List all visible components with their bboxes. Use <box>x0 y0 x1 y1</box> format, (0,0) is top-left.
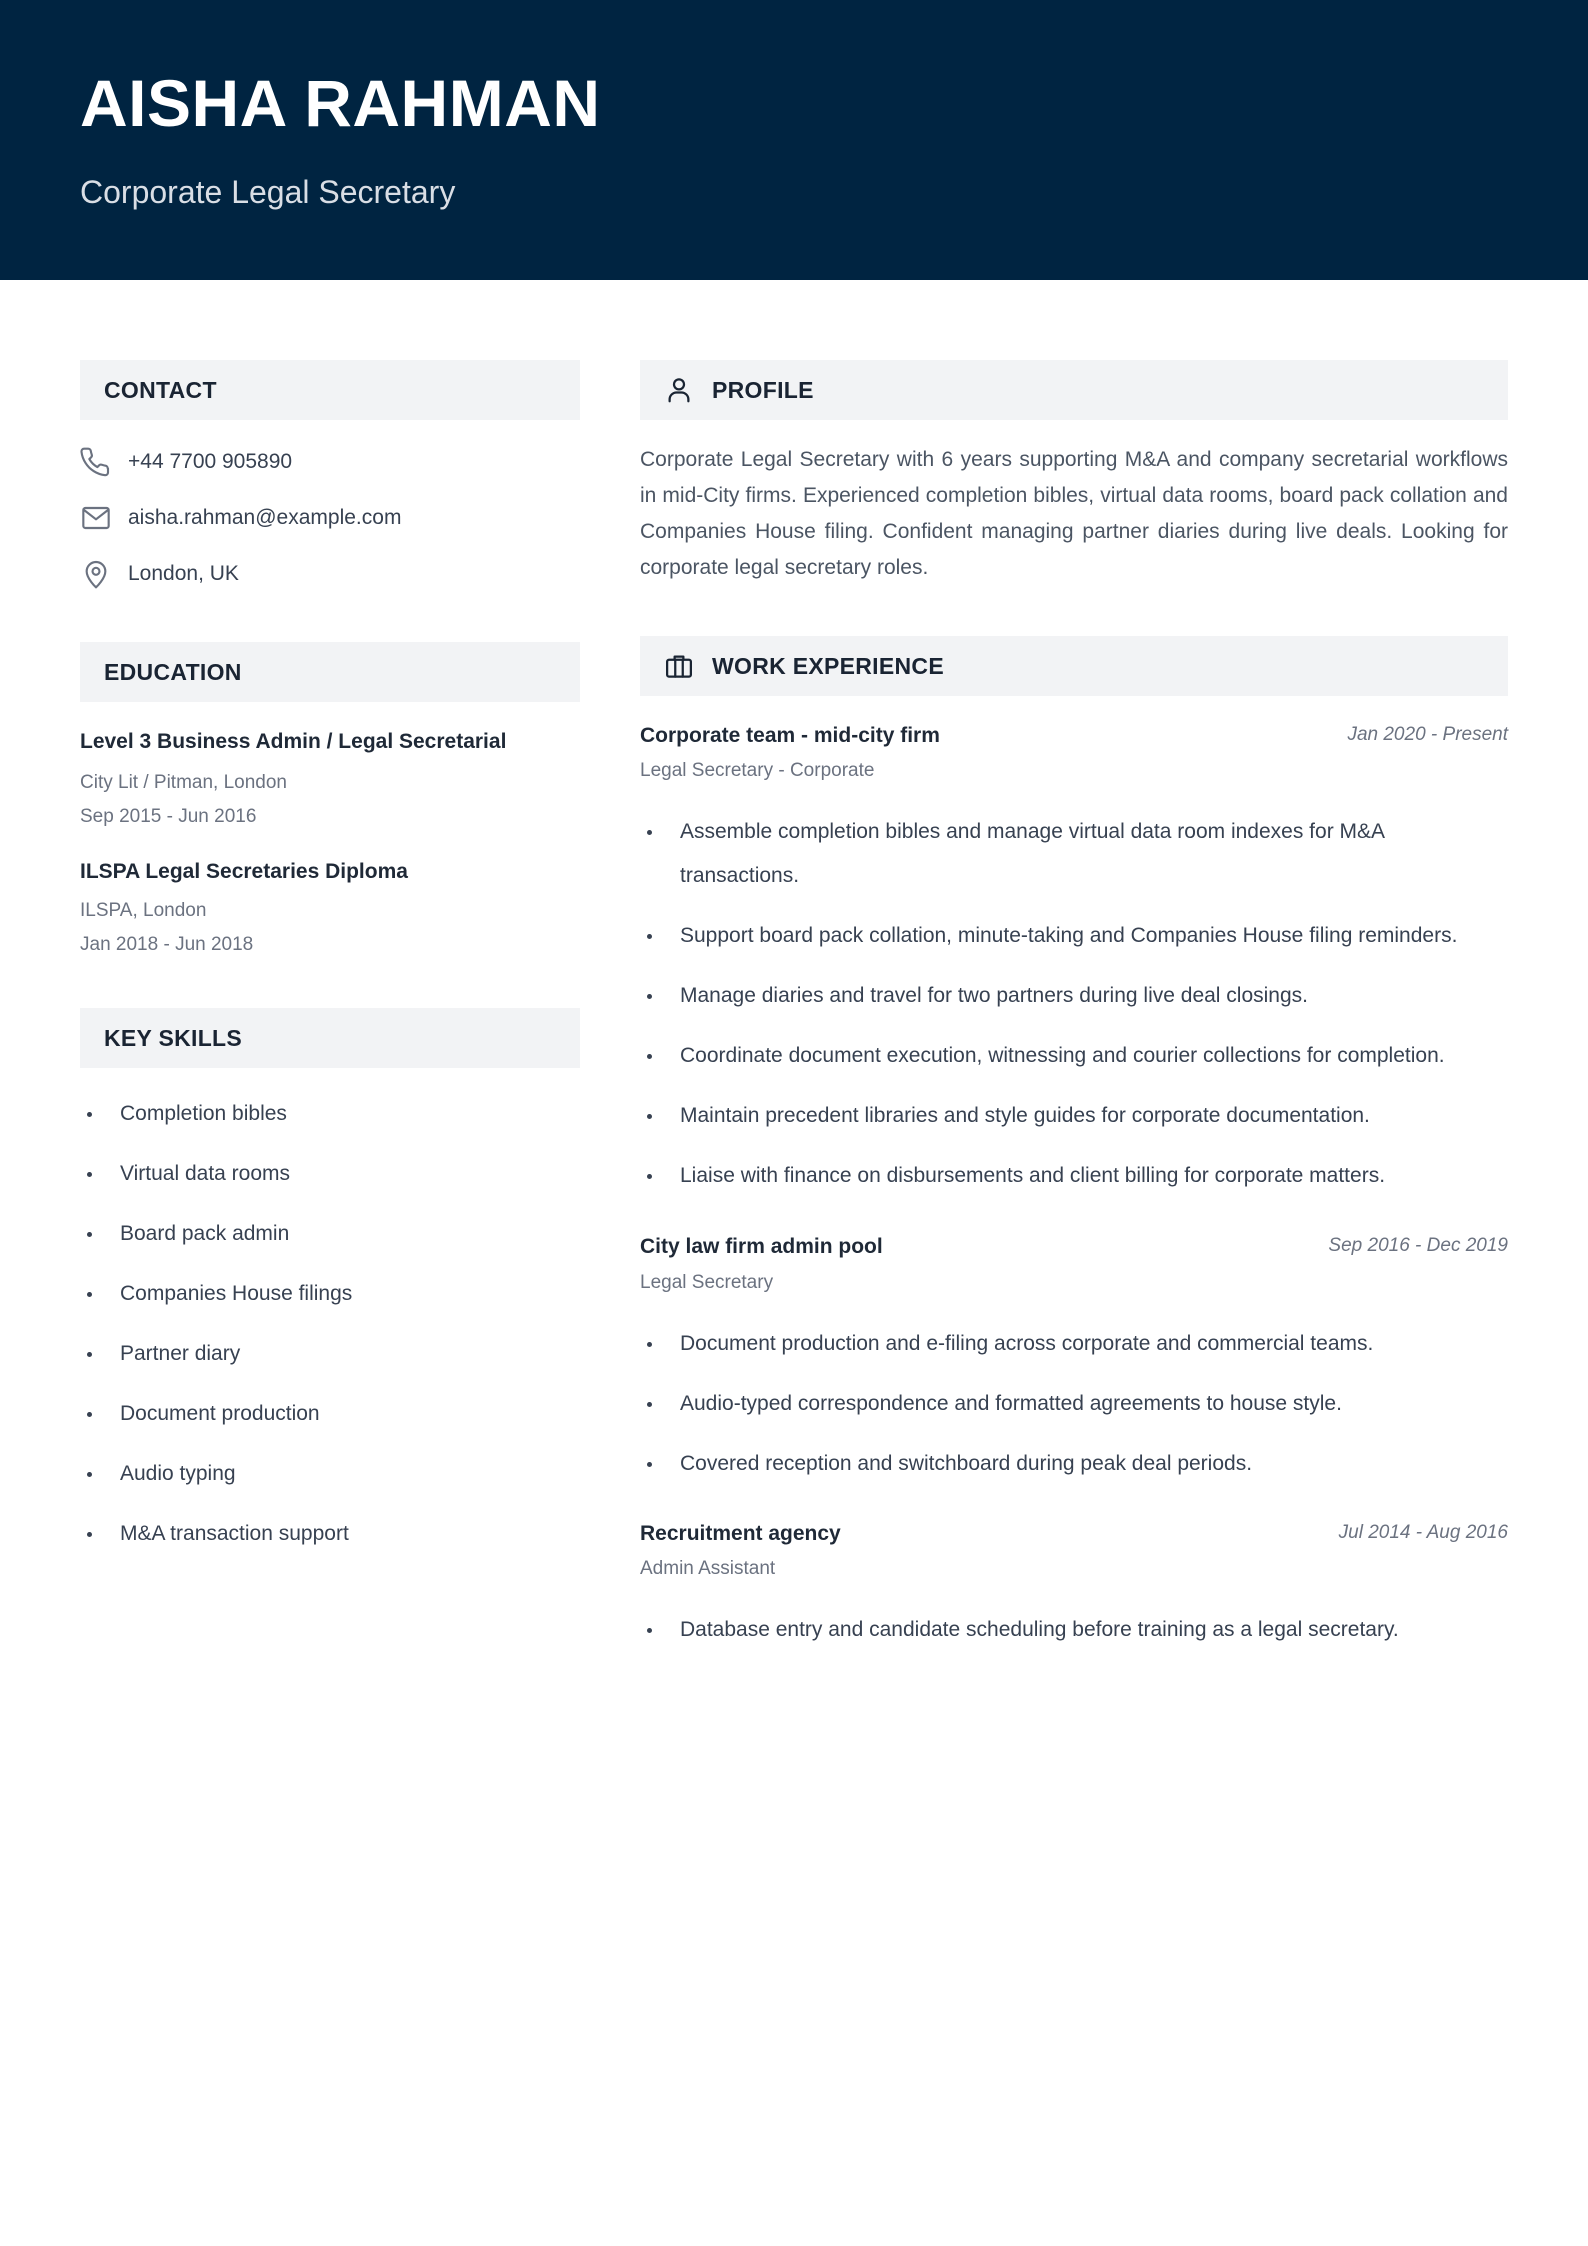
contact-location-row <box>80 558 239 590</box>
location-pin-icon <box>80 558 112 590</box>
profile-section-header <box>640 360 1508 420</box>
job-organization: Corporate team - mid-city firm <box>640 724 940 747</box>
skills-section-header <box>80 1008 580 1068</box>
job-organization: Recruitment agency <box>640 1522 841 1545</box>
job-role: Admin Assistant <box>640 1558 776 1579</box>
contact-email[interactable]: aisha.rahman@example.com <box>128 506 402 529</box>
education-degree: Level 3 Business Admin / Legal Secretarial <box>80 730 507 753</box>
contact-phone-row <box>80 446 292 478</box>
user-icon <box>664 375 694 405</box>
job-bullet: Support board pack collation, minute-taking and Companies House filing reminders. <box>640 914 1508 958</box>
job-bullet: Audio-typed correspondence and formatted agreements to house style. <box>640 1382 1508 1426</box>
contact-section-header <box>80 360 580 420</box>
contact-heading: CONTACT <box>104 376 217 403</box>
experience-heading: WORK EXPERIENCE <box>712 652 944 679</box>
education-dates: Jan 2018 - Jun 2018 <box>80 934 254 955</box>
job-bullet-list <box>640 1322 1508 1502</box>
briefcase-icon <box>664 651 694 681</box>
candidate-title: Corporate Legal Secretary <box>80 174 456 210</box>
job-bullet: Assemble completion bibles and manage virtual data room indexes for M&A transactions. <box>640 810 1508 898</box>
skill-item: Document production <box>80 1392 580 1452</box>
education-dates: Sep 2015 - Jun 2016 <box>80 806 257 827</box>
skills-list <box>80 1092 580 1572</box>
phone-icon <box>80 446 112 478</box>
contact-location: London, UK <box>128 562 239 585</box>
job-bullet: Maintain precedent libraries and style guides for corporate documentation. <box>640 1094 1508 1138</box>
skill-item: Companies House filings <box>80 1272 580 1332</box>
job-bullet-list <box>640 1608 1508 1668</box>
education-degree: ILSPA Legal Secretaries Diploma <box>80 860 408 883</box>
job-dates: Jan 2020 - Present <box>1347 724 1508 745</box>
job-bullet-list <box>640 810 1508 1214</box>
job-bullet: Covered reception and switchboard during peak deal periods. <box>640 1442 1508 1486</box>
skill-item: M&A transaction support <box>80 1512 580 1572</box>
job-role: Legal Secretary <box>640 1272 774 1293</box>
education-section-header <box>80 642 580 702</box>
job-dates: Jul 2014 - Aug 2016 <box>1338 1522 1508 1543</box>
skill-item: Completion bibles <box>80 1092 580 1152</box>
candidate-name: AISHA RAHMAN <box>80 66 601 140</box>
skills-heading: KEY SKILLS <box>104 1024 243 1051</box>
job-role: Legal Secretary - Corporate <box>640 760 875 781</box>
profile-summary: Corporate Legal Secretary with 6 years supporting M&A and company secretarial workflows in mid-City firms. Experienced completion bibles, virtual data rooms, board pack collation and Companies House filing. Confident managing partner diaries during live deals. Looking for corporate legal secretary roles. <box>640 448 1508 579</box>
education-school: City Lit / Pitman, London <box>80 772 287 793</box>
skill-item: Board pack admin <box>80 1212 580 1272</box>
education-school: ILSPA, London <box>80 900 207 921</box>
job-bullet: Coordinate document execution, witnessing and courier collections for completion. <box>640 1034 1508 1078</box>
skill-item: Virtual data rooms <box>80 1152 580 1212</box>
education-heading: EDUCATION <box>104 658 242 685</box>
job-bullet: Document production and e-filing across corporate and commercial teams. <box>640 1322 1508 1366</box>
job-dates: Sep 2016 - Dec 2019 <box>1328 1235 1508 1256</box>
job-bullet: Manage diaries and travel for two partners during live deal closings. <box>640 974 1508 1018</box>
skill-item: Partner diary <box>80 1332 580 1392</box>
resume-header <box>0 0 1588 280</box>
contact-phone[interactable]: +44 7700 905890 <box>128 450 293 473</box>
contact-email-row <box>80 502 401 534</box>
experience-section-header <box>640 636 1508 696</box>
skill-item: Audio typing <box>80 1452 580 1512</box>
job-organization: City law firm admin pool <box>640 1235 883 1258</box>
job-bullet: Liaise with finance on disbursements and client billing for corporate matters. <box>640 1154 1508 1198</box>
job-bullet: Database entry and candidate scheduling before training as a legal secretary. <box>640 1608 1508 1652</box>
profile-heading: PROFILE <box>712 376 814 403</box>
mail-icon <box>80 502 112 534</box>
